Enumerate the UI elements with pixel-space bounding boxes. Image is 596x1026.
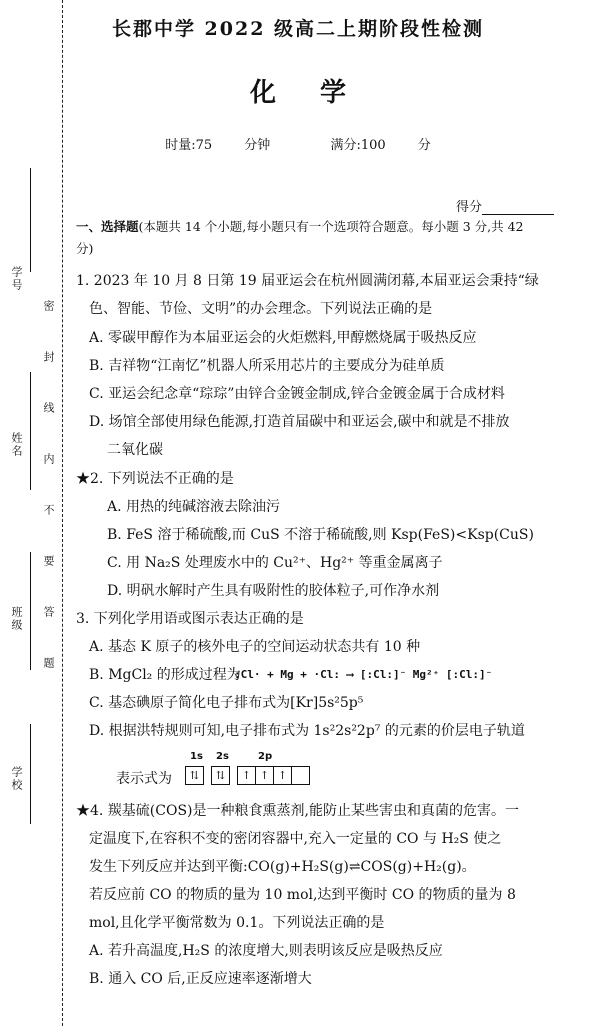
orbital-box-2p-up-icon: ↑ — [255, 766, 274, 785]
margin-studentno-blank[interactable] — [30, 168, 31, 272]
q2-option-b: B. FeS 溶于稀硫酸,而 CuS 不溶于稀硫酸,则 Ksp(FeS)<Ksp(CuS) — [107, 527, 534, 543]
margin-school-blank[interactable] — [30, 724, 31, 824]
q1-option-a: A. 零碳甲醇作为本届亚运会的火炬燃料,甲醇燃烧属于吸热反应 — [89, 330, 477, 346]
time-limit: 时量:75 分钟 — [165, 138, 271, 153]
q3-option-b: B. MgCl₂ 的形成过程为 — [89, 667, 241, 683]
q1-option-d-line2: 二氧化碳 — [107, 442, 163, 458]
binding-dashed-line — [62, 0, 63, 1026]
orbital-label-2p: 2p — [258, 751, 273, 762]
section-desc: (本题共 14 个小题,每小题只有一个选项符合题意。每小题 3 分,共 42 — [138, 219, 524, 234]
q2-stem: ★2. 下列说法不正确的是 — [76, 471, 234, 487]
school-title: 长郡中学 2022 级高二上期阶段性检测 — [111, 18, 485, 40]
q4-option-b: B. 通入 CO 后,正反应速率逐渐增大 — [89, 971, 312, 987]
q4-stem-line1: ★4. 羰基硫(COS)是一种粮食熏蒸剂,能防止某些害虫和真菌的危害。一 — [76, 803, 519, 819]
q3-option-c: C. 基态碘原子简化电子排布式为[Kr]5s²5p⁵ — [89, 695, 364, 711]
q2-option-c: C. 用 Na₂S 处理废水中的 Cu²⁺、Hg²⁺ 等重金属离子 — [107, 555, 443, 571]
q3-mgcl2-formula: :Cl· + Mg + ·Cl: ⟶ [:Cl:]⁻ Mg²⁺ [:Cl:]⁻ — [234, 668, 493, 681]
section-desc-cont: 分) — [76, 241, 94, 256]
q4-stem-line2: 定温度下,在容积不变的密闭容器中,充入一定量的 CO 与 H₂S 使之 — [89, 831, 502, 847]
q1-option-b: B. 吉祥物“江南忆”机器人所采用芯片的主要成分为硅单质 — [89, 358, 445, 374]
q1-stem-line1: 1. 2023 年 10 月 8 日第 19 届亚运会在杭州圆满闭幕,本届亚运会秉持“绿 — [76, 273, 539, 289]
orbital-label-1s: 1s — [190, 751, 203, 762]
q3-stem: 3. 下列化学用语或图示表达正确的是 — [76, 611, 304, 627]
orbital-box-2p-empty — [291, 766, 310, 785]
margin-class-blank[interactable] — [30, 552, 31, 670]
margin-studentno-label: 学号 — [10, 266, 23, 292]
score-field[interactable] — [456, 196, 554, 215]
q1-option-d-line1: D. 场馆全部使用绿色能源,打造首届碳中和亚运会,碳中和就是不排放 — [89, 414, 510, 430]
q4-option-a: A. 若升高温度,H₂S 的浓度增大,则表明该反应是吸热反应 — [89, 943, 443, 959]
orbital-box-2p-up-icon: ↑ — [273, 766, 292, 785]
q1-option-c: C. 亚运会纪念章“琮琮”由锌合金镀金制成,锌合金镀金属于合成材料 — [89, 386, 505, 402]
orbital-box-1s-updown-icon: ⇅ — [185, 766, 204, 785]
orbital-diagram — [186, 765, 310, 785]
q2-option-a: A. 用热的纯碱溶液去除油污 — [107, 499, 281, 515]
margin-class-label: 班级 — [10, 606, 23, 632]
q4-stem-line3: 发生下列反应并达到平衡:CO(g)+H₂S(g)⇌COS(g)+H₂(g)。 — [89, 859, 476, 875]
section-title: 一、选择题 — [76, 219, 139, 234]
orbital-box-2s-updown-icon: ⇅ — [211, 766, 230, 785]
binding-note: 密封线内不要答题 — [42, 300, 55, 708]
margin-school-label: 学校 — [10, 766, 23, 792]
full-score: 满分:100 分 — [330, 138, 431, 153]
orbital-label-2s: 2s — [216, 751, 229, 762]
score-label: 得分 — [456, 200, 483, 215]
q3-option-d-line1: D. 根据洪特规则可知,电子排布式为 1s²2s²2p⁷ 的元素的价层电子轨道 — [89, 723, 525, 739]
subject-title: 化学 — [249, 78, 390, 108]
q3-option-d-line2: 表示式为 — [116, 771, 172, 787]
orbital-box-2p-up-icon: ↑ — [237, 766, 256, 785]
q4-stem-line5: mol,且化学平衡常数为 0.1。下列说法正确的是 — [89, 915, 385, 931]
section-header — [76, 216, 586, 260]
q4-stem-line4: 若反应前 CO 的物质的量为 10 mol,达到平衡时 CO 的物质的量为 8 — [89, 887, 516, 903]
exam-meta — [0, 134, 596, 153]
q3-option-a: A. 基态 K 原子的核外电子的空间运动状态共有 10 种 — [89, 639, 421, 655]
q2-option-d: D. 明矾水解时产生具有吸附性的胶体粒子,可作净水剂 — [107, 583, 440, 599]
margin-name-label: 姓名 — [10, 432, 23, 458]
score-blank[interactable] — [482, 200, 554, 215]
margin-name-blank[interactable] — [30, 372, 31, 490]
q1-stem-line2: 色、智能、节俭、文明”的办会理念。下列说法正确的是 — [89, 301, 433, 317]
